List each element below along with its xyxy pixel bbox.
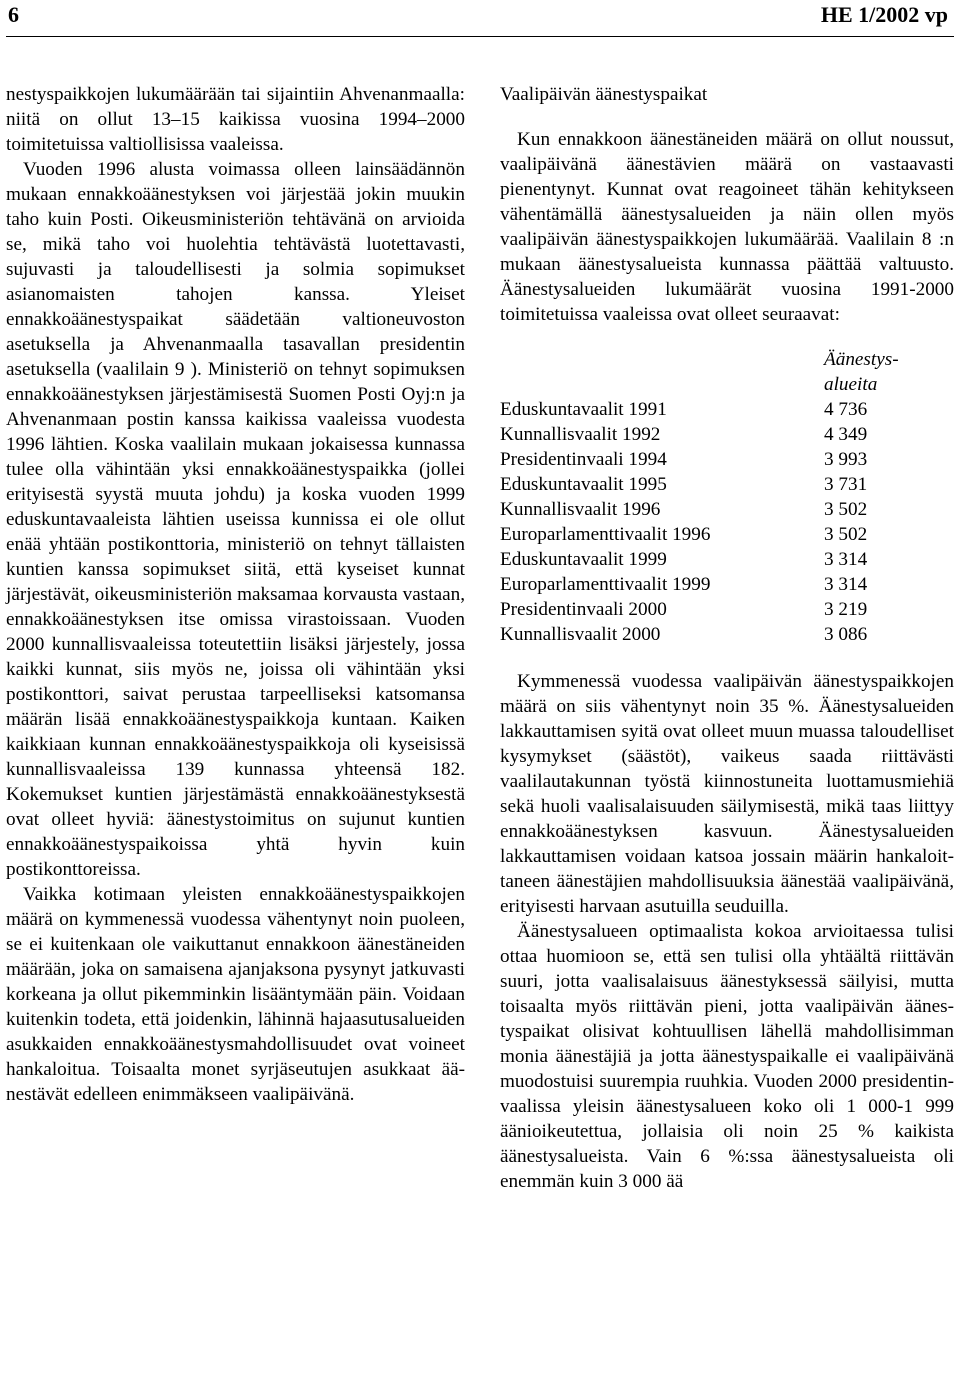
right-intro-paragraph: Kun ennakkoon äänestäneiden määrä on ollut noussut, vaalipäivänä äänestävien määrä on vastaavasti pienentynyt. Kunnat ovat reagoineet tähän kehitykseen vähentämällä äänestysalueiden ja näin ollen myös vaalipäivän äänestyspaikkojen lukumäärää. Vaalilain 8 :n mukaan äänestysalueista kunnassa päättää valtuusto. Äänestysalueiden lukumäärät vuosina 1991-2000 toimitetuissa vaaleissa ovat olleet seuraavat:	[500, 129, 954, 325]
header-rule	[6, 36, 954, 37]
right-paragraph-1: Kymmenessä vuodessa vaalipäivän äänestyspaikkojen määrä on siis vähentynyt noin 35 %. Äänestysalueiden lakkauttamisen syitä ovat olleet muun muassa taloudelliset kysymykset (säästöt), vaikeus saada riittävästi vaalilautakunnan työstä kiinnostuneita luottamusmiehiä sekä huoli vaalisalaisuuden säilymisestä, mikä taas liittyy ennakkoäänestyksen kasvuun. Äänestysalueiden lakkauttamisen voidaan katsoa jossain määrin hankaloittaneen äänestäjien mahdollisuuksia äänestää vaalipäivänä, erityisesti harvaan asutuilla seuduilla.	[500, 671, 954, 917]
district-count: 3 993	[824, 449, 868, 470]
table-header-empty	[500, 347, 824, 397]
table-row	[500, 572, 934, 597]
election-name: Eduskuntavaalit 1991	[500, 399, 667, 420]
polling-district-table	[500, 347, 934, 647]
table-row	[500, 397, 934, 422]
election-name: Presidentinvaali 2000	[500, 599, 667, 620]
district-count: 3 314	[824, 574, 868, 595]
election-name: Presidentinvaali 1994	[500, 449, 667, 470]
left-column	[6, 82, 465, 1107]
election-name: Europarlamenttivaalit 1999	[500, 574, 711, 595]
election-name: Europarlamenttivaalit 1996	[500, 524, 711, 545]
district-count: 3 219	[824, 599, 868, 620]
table-row	[500, 597, 934, 622]
table-column-header: Äänestysalueita	[824, 349, 899, 395]
district-count: 3 731	[824, 474, 868, 495]
left-paragraph-1: nestyspaikkojen lukumäärään tai sijaintiin Ahvenanmaalla: niitä on ollut 13–15 kaikissa vuosina 1994–2000 toimitetuissa valtiollisissa vaaleissa.	[6, 84, 465, 155]
left-paragraph-3: Vaikka kotimaan yleisten ennakkoäänestyspaikkojen määrä on kymmenessä vuodessa vähentynyt noin puoleen, se ei kuitenkaan ole vaikuttanut ennakkoon äänestäneiden määrään, joka on samaisena ajanjaksona pysynyt jatkuvasti korkeana ja ollut pikemminkin lisääntymään päin. Voidaan kuitenkin todeta, että joidenkin, lähinnä hajaasutusalueiden asukkaiden ennakkoäänestysmahdollisuudet ovat voineet hankaloitua. Toisaalta monet syrjäseutujen asukkaat äänestävät edelleen enimmäkseen vaalipäivänä.	[6, 884, 465, 1105]
district-count: 4 736	[824, 399, 868, 420]
table-row	[500, 497, 934, 522]
table-row	[500, 472, 934, 497]
left-paragraph-2: Vuoden 1996 alusta voimassa olleen lainsäädännön mukaan ennakkoäänestyksen voi järjestää jokin muukin taho kuin Posti. Oikeusministeriön tehtävänä on arvioida se, mikä taho voi huolehtia tehtävästä luotettavasti, sujuvasti ja taloudellisesti ja solmia sopimukset asianomaisten tahojen kanssa. Yleiset ennakkoäänestyspaikat säädetään valtioneuvoston asetuksella ja Ahvenanmaalla tasavallan presidentin asetuksella (vaalilain 9 ). Ministeriö on tehnyt sopimuksen ennakkoäänestyksen järjestämisestä Suomen Posti Oyj:n ja Ahvenanmaan postin kanssa kaikissa vaaleissa vuodesta 1996 lähtien. Koska vaalilain mukaan jokaisessa kunnassa tulee olla vähintään yksi ennakkoäänestyspaikka (jollei erityisestä syystä muuta johdu) ja koska vuoden 1999 eduskuntavaaleista lähtien useissa kunnissa ei ole ollut enää yhtään postikonttoria, ministeriö on tehnyt tällaisten kuntien kanssa sopimukset siitä, että kyseiset kunnat järjestävät, oikeusministeriön maksamaa korvausta vastaan, ennakkoäänestyksen itse omissa virastoissaan. Vuoden 2000 kunnallisvaaleissa toteutettiin lisäksi järjestely, jossa kaikki kunnat, siis myös ne, joissa oli vähintään yksi postikonttori, saivat perustaa tarpeelliseksi katsomansa määrän lisää ennakkoäänestyspaikkoja kuntaan. Kaiken kaikkiaan kunnan ennakkoäänestyspaikkoja oli kyseisissä kunnallisvaaleissa 139 kunnassa yhteensä 182. Kokemukset kuntien järjestämästä ennakkoäänestyksestä ovat olleet hyviä: äänestystoimitus on sujunut kuntien ennakkoäänestyspaikoissa yhtä hyvin kuin postikonttoreissa.	[6, 159, 465, 880]
district-count: 3 502	[824, 499, 868, 520]
election-name: Kunnallisvaalit 1996	[500, 499, 661, 520]
table-row	[500, 447, 934, 472]
election-name: Kunnallisvaalit 1992	[500, 424, 661, 445]
page-number: 6	[8, 2, 19, 27]
table-row	[500, 622, 934, 647]
right-column	[500, 82, 954, 1194]
section-heading: Vaalipäivän äänestyspaikat	[500, 84, 708, 105]
district-count: 3 086	[824, 624, 868, 645]
district-count: 3 502	[824, 524, 868, 545]
election-name: Eduskuntavaalit 1995	[500, 474, 667, 495]
right-paragraph-2: Äänestysalueen optimaalista kokoa arvioitaessa tulisi ottaa huomioon se, että sen tulisi olla yhtäältä riittävän suuri, jotta vaalisalaisuus äänestyksessä säilyisi, mutta toisaalta myös riittävän pieni, jotta vaalipäivän äänestyspaikat olisivat kohtuullisen lähellä mahdollisimman monia äänestäjiä ja jotta äänestyspaikalle ei vaalipäivänä muodostuisi suurempia ruuhkia. Vuoden 2000 presidentinvaalissa yleisin äänestysalueen koko oli 1 000-1 999 äänioikeutettua, jollaisia oli noin 25 % kaikista äänestysalueista. Vain 6 %:ssa äänestysalueista oli enemmän kuin 3 000 ää	[500, 921, 954, 1192]
table-row	[500, 422, 934, 447]
document-id: HE 1/2002 vp	[820, 2, 948, 27]
district-count: 3 314	[824, 549, 868, 570]
election-name: Kunnallisvaalit 2000	[500, 624, 661, 645]
table-row	[500, 547, 934, 572]
page-header	[0, 0, 960, 40]
district-count: 4 349	[824, 424, 868, 445]
table-row	[500, 522, 934, 547]
table-header-row	[500, 347, 934, 397]
election-name: Eduskuntavaalit 1999	[500, 549, 667, 570]
